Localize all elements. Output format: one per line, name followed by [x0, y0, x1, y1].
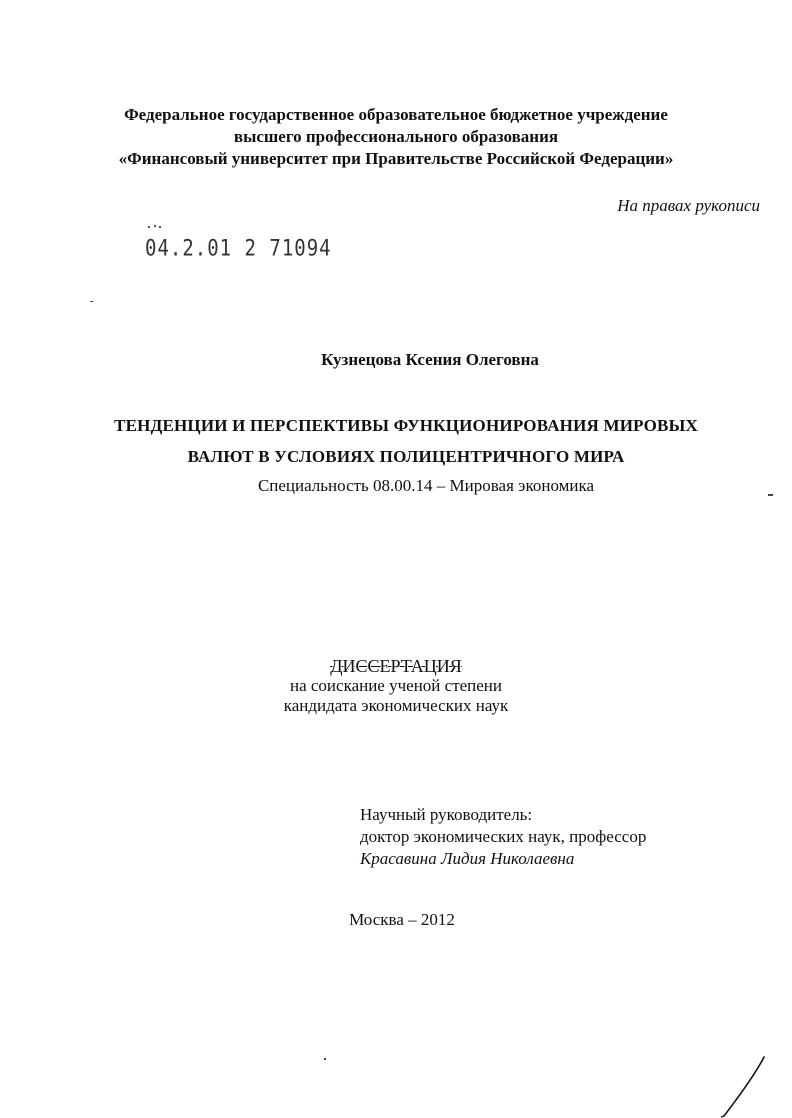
dissertation-type: [0, 656, 792, 716]
degree-line-1: на соискание ученой степени: [289, 676, 503, 695]
supervisor-label: Научный руководитель:: [360, 805, 533, 824]
manuscript-note: На правах рукописи: [617, 196, 760, 215]
dissertation-heading: ДИССЕРТАЦИЯ: [330, 656, 462, 676]
title-line-1: ТЕНДЕНЦИИ И ПЕРСПЕКТИВЫ ФУНКЦИОНИРОВАНИЯ МИРОВЫХ: [114, 416, 698, 435]
institution-header: [60, 104, 732, 170]
scan-speck: [90, 301, 93, 302]
supervisor-degree: доктор экономических наук, профессор: [360, 827, 647, 846]
scan-speck: [768, 494, 773, 496]
scan-speck: [324, 1058, 326, 1060]
title-line-2: ВАЛЮТ В УСЛОВИЯХ ПОЛИЦЕНТРИЧНОГО МИРА: [187, 447, 625, 466]
degree-line-2: кандидата экономических наук: [283, 696, 509, 715]
specialty: Специальность 08.00.14 – Мировая экономика: [257, 476, 595, 495]
institution-line-1: Федеральное государственное образовательное бюджетное учреждение: [124, 105, 668, 124]
library-stamp-number: 04.2.01 2 71094: [145, 236, 332, 262]
dissertation-title: [20, 410, 792, 472]
author-name: Кузнецова Ксения Олеговна: [321, 350, 539, 369]
stamp-dots: [148, 225, 162, 229]
supervisor-name: Красавина Лидия Николаевна: [360, 849, 575, 868]
pen-stroke-mark: [718, 1055, 768, 1118]
city-year: Москва – 2012: [349, 910, 455, 929]
institution-line-2: высшего профессионального образования: [233, 127, 559, 146]
institution-line-3: «Финансовый университет при Правительстве Российской Федерации»: [118, 149, 674, 168]
supervisor-block: [360, 804, 646, 870]
